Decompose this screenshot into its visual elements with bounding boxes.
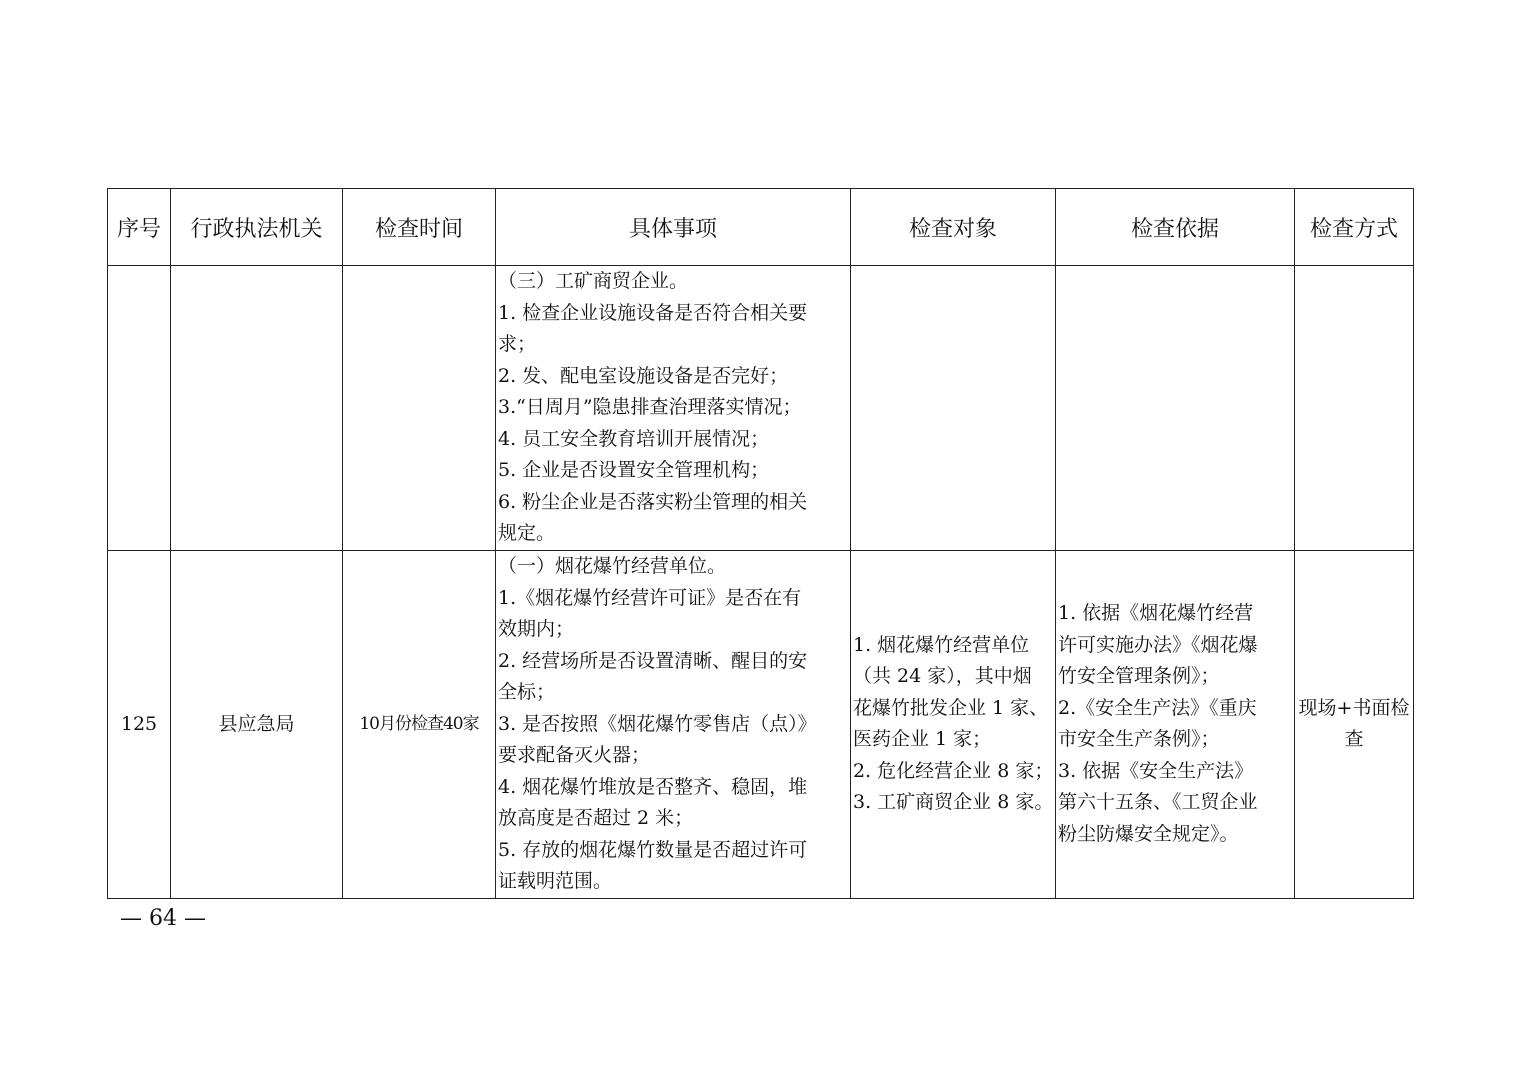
item-line: 1. 检查企业设施设备是否符合相关要 <box>498 301 808 324</box>
cell-agency: 县应急局 <box>171 551 343 899</box>
target-line: （共 24 家），其中烟 <box>853 665 1032 688</box>
target-line: 医药企业 1 家； <box>853 728 992 751</box>
item-line: 5. 企业是否设置安全管理机构； <box>498 459 770 482</box>
header-method: 检查方式 <box>1295 189 1414 266</box>
item-line: 3. 是否按照《烟花爆竹零售店（点）》 <box>498 712 817 735</box>
item-line: 要求配备灭火器； <box>498 744 651 766</box>
table-header-row <box>108 189 1414 266</box>
item-line: 全标； <box>498 681 556 703</box>
cell-agency <box>171 266 343 551</box>
cell-method <box>1295 551 1414 899</box>
table-row <box>108 266 1414 551</box>
item-line: （一）烟花爆竹经营单位。 <box>498 555 727 577</box>
header-items: 具体事项 <box>496 189 851 266</box>
item-line: 证载明范围。 <box>498 870 613 892</box>
cell-basis <box>1056 551 1295 899</box>
header-basis: 检查依据 <box>1056 189 1295 266</box>
cell-items <box>496 266 851 551</box>
header-agency: 行政执法机关 <box>171 189 343 266</box>
header-time: 检查时间 <box>343 189 496 266</box>
method-text: 现场+书面检查 <box>1298 696 1410 751</box>
inspection-table <box>107 188 1414 899</box>
header-targets: 检查对象 <box>851 189 1056 266</box>
cell-targets <box>851 266 1056 551</box>
target-line: 花爆竹批发企业 1 家、 <box>853 696 1049 719</box>
item-line: 规定。 <box>498 522 556 545</box>
cell-no: 125 <box>108 551 171 899</box>
basis-line: 许可实施办法》《烟花爆 <box>1058 633 1258 656</box>
basis-line: 3. 依据《安全生产法》 <box>1058 759 1254 782</box>
basis-line: 粉尘防爆安全规定》。 <box>1058 822 1239 845</box>
cell-targets <box>851 551 1056 899</box>
time-text: 10月份检查40家 <box>359 714 479 734</box>
cell-method <box>1295 266 1414 551</box>
cell-time <box>343 266 496 551</box>
cell-time <box>343 551 496 899</box>
basis-line: 竹安全管理条例》； <box>1058 665 1220 688</box>
item-line: 求； <box>498 333 537 356</box>
target-line: 1. 烟花爆竹经营单位 <box>853 633 1030 656</box>
cell-items <box>496 551 851 899</box>
item-line: 5. 存放的烟花爆竹数量是否超过许可 <box>498 838 808 861</box>
header-no: 序号 <box>108 189 171 266</box>
page-number: — 64 — <box>120 906 206 931</box>
item-line: 效期内； <box>498 618 575 640</box>
basis-line: 1. 依据《烟花爆竹经营 <box>1058 602 1254 625</box>
table-row <box>108 551 1414 899</box>
item-line: 2. 发、配电室设施设备是否完好； <box>498 364 789 387</box>
item-line: 6. 粉尘企业是否落实粉尘管理的相关 <box>498 490 808 513</box>
item-line: 3.“日周月”隐患排查治理落实情况； <box>498 396 802 419</box>
item-line: 放高度是否超过 2 米； <box>498 807 694 829</box>
basis-line: 市安全生产条例》； <box>1058 728 1220 751</box>
item-line: 2. 经营场所是否设置清晰、醒目的安 <box>498 649 808 672</box>
item-line: 4. 员工安全教育培训开展情况； <box>498 427 770 450</box>
item-line: 4. 烟花爆竹堆放是否整齐、稳固，堆 <box>498 775 808 798</box>
basis-line: 2.《安全生产法》《重庆 <box>1058 696 1257 719</box>
cell-no <box>108 266 171 551</box>
cell-basis <box>1056 266 1295 551</box>
basis-line: 第六十五条、《工贸企业 <box>1058 791 1258 814</box>
target-line: 3. 工矿商贸企业 8 家。 <box>853 791 1053 814</box>
item-line: （三）工矿商贸企业。 <box>498 270 689 293</box>
item-line: 1.《烟花爆竹经营许可证》是否在有 <box>498 586 802 609</box>
target-line: 2. 危化经营企业 8 家； <box>853 759 1053 782</box>
